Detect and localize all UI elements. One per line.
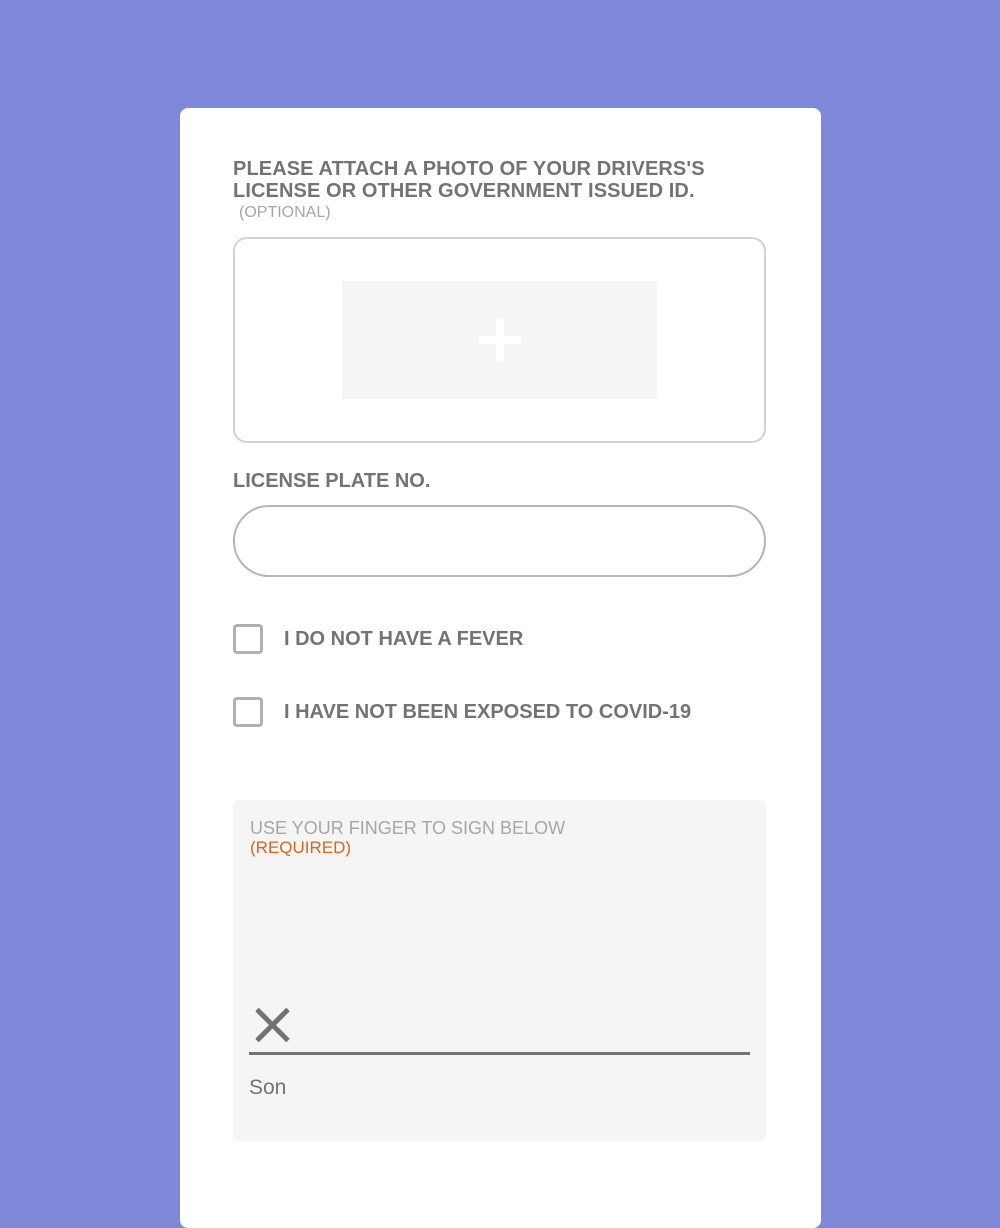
covid-checkbox-label: I HAVE NOT BEEN EXPOSED TO COVID-19	[284, 700, 692, 723]
signature-instruction: USE YOUR FINGER TO SIGN BELOW	[250, 818, 566, 838]
signature-required-tag: (REQUIRED)	[250, 838, 352, 857]
fever-checkbox-row[interactable]	[233, 622, 523, 656]
signature-line	[249, 1052, 750, 1055]
form-card	[180, 108, 821, 1228]
optional-hint: (OPTIONAL)	[239, 204, 331, 221]
fever-checkbox-label: I DO NOT HAVE A FEVER	[284, 627, 524, 650]
signer-name: Son	[249, 1076, 287, 1099]
covid-exposure-checkbox[interactable]	[233, 697, 263, 727]
id-photo-upload[interactable]	[233, 237, 766, 443]
fever-checkbox[interactable]	[233, 624, 263, 654]
license-plate-input[interactable]	[233, 505, 766, 577]
license-plate-label: LICENSE PLATE NO.	[233, 470, 431, 492]
id-photo-label: PLEASE ATTACH A PHOTO OF YOUR DRIVERS'S LICENSE OR OTHER GOVERNMENT ISSUED ID.	[233, 158, 705, 202]
covid-checkbox-row[interactable]	[233, 695, 691, 729]
plus-icon	[479, 319, 521, 361]
signature-pad[interactable]	[233, 800, 766, 1141]
upload-dropzone[interactable]	[342, 281, 657, 399]
x-icon	[251, 1004, 293, 1046]
